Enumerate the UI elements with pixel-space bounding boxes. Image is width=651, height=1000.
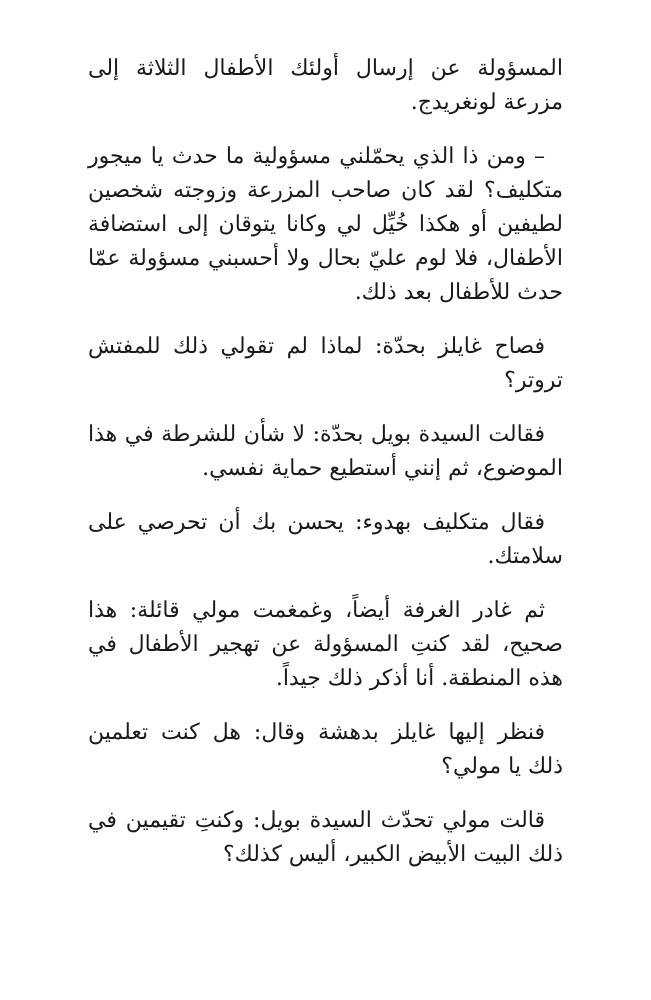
paragraph-3: فصاح غايلز بحدّة: لماذا لم تقولي ذلك للمفتش تروتر؟ [88, 334, 563, 393]
paragraph-1: المسؤولة عن إرسال أولئك الأطفال الثلاثة إلى مزرعة لونغريدج. [88, 56, 563, 115]
paragraph-6: ثم غادر الغرفة أيضاً، وغمغمت مولي قائلة: هذا صحيح، لقد كنتِ المسؤولة عن تهجير الأطفال في هذه المنطقة. أنا أذكر ذلك جيداً. [88, 598, 563, 691]
paragraph-8: قالت مولي تحدّث السيدة بويل: وكنتِ تقيمين في ذلك البيت الأبيض الكبير، أليس كذلك؟ [88, 808, 563, 867]
book-page [88, 52, 563, 892]
paragraph-4: فقالت السيدة بويل بحدّة: لا شأن للشرطة في هذا الموضوع، ثم إنني أستطيع حماية نفسي. [88, 422, 563, 481]
paragraph-2: – ومن ذا الذي يحمّلني مسؤولية ما حدث يا ميجور متكليف؟ لقد كان صاحب المزرعة وزوجته شخصين لطيفين أو هكذا خُيِّل لي وكانا يتوقان إلى استضافة الأطفال، فلا لوم عليّ بحال ولا أحسبني مسؤولة عمّا حدث للأطفال بعد ذلك. [88, 144, 563, 305]
paragraph-7: فنظر إليها غايلز بدهشة وقال: هل كنت تعلمين ذلك يا مولي؟ [88, 720, 563, 779]
paragraph-5: فقال متكليف بهدوء: يحسن بك أن تحرصي على سلامتك. [88, 510, 563, 569]
